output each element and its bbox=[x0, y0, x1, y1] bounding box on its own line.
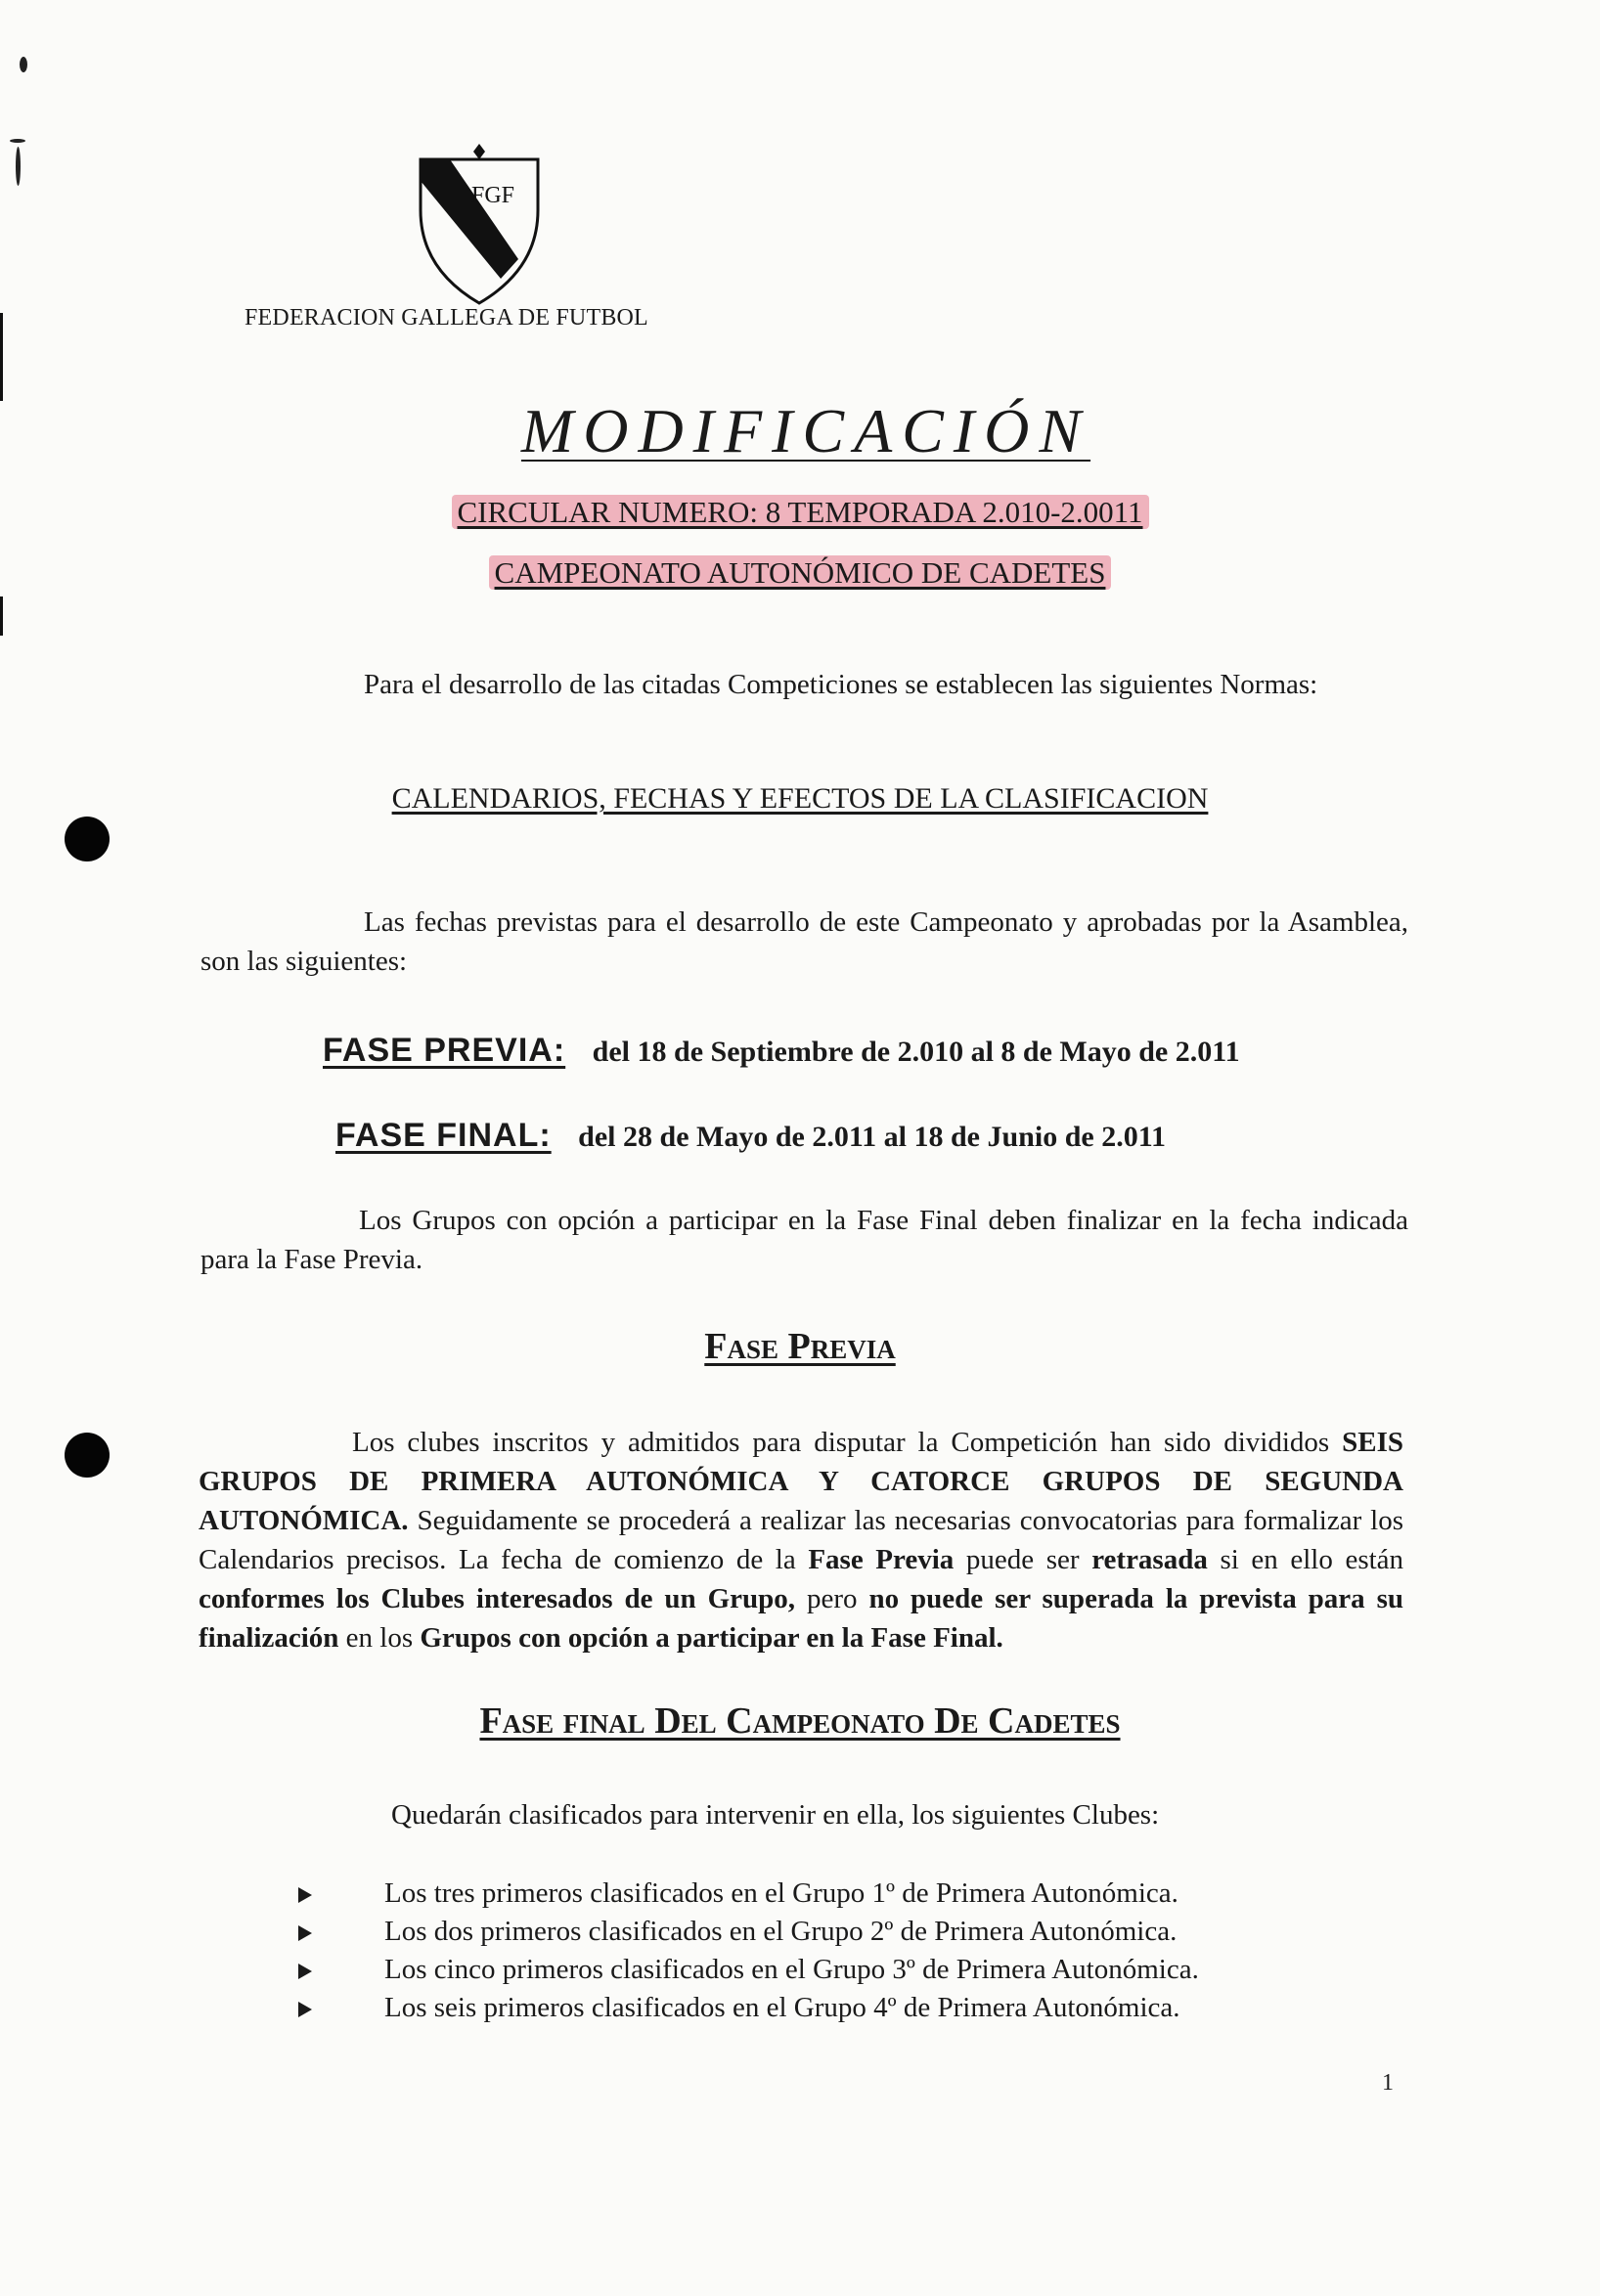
bullet-arrow-icon bbox=[298, 1925, 312, 1941]
fase-previa-label: FASE PREVIA: bbox=[323, 1032, 566, 1069]
championship-title: CAMPEONATO AUTONÓMICO DE CADETES bbox=[0, 555, 1600, 591]
list-item: Los dos primeros clasificados en el Grupo 2º de Primera Autonómica. bbox=[298, 1913, 1199, 1951]
document-title: MODIFICACIÓN bbox=[520, 396, 1091, 465]
bullet-arrow-icon bbox=[298, 2002, 312, 2017]
bullet-arrow-icon bbox=[298, 1964, 312, 1979]
page-number: 1 bbox=[1382, 2070, 1394, 2096]
calendarios-heading: CALENDARIOS, FECHAS Y EFECTOS DE LA CLASIFICACION bbox=[391, 782, 1209, 815]
punch-hole bbox=[65, 817, 110, 861]
list-item: Los cinco primeros clasificados en el Grupo 3º de Primera Autonómica. bbox=[298, 1951, 1199, 1989]
fase-final-label: FASE FINAL: bbox=[335, 1117, 552, 1154]
scan-edge-mark bbox=[0, 596, 3, 636]
fase-final-dates: del 28 de Mayo de 2.011 al 18 de Junio de 2.011 bbox=[578, 1121, 1167, 1153]
crest-lettering: FGF bbox=[471, 183, 515, 208]
fase-previa-heading: Fase Previa bbox=[704, 1326, 896, 1367]
scan-speck bbox=[10, 139, 25, 143]
scan-speck bbox=[20, 57, 27, 72]
fase-previa-row bbox=[323, 1032, 1240, 1070]
scan-edge-mark bbox=[0, 313, 3, 401]
scan-speck bbox=[16, 147, 21, 186]
grupos-opcion-paragraph: Los Grupos con opción a participar en la Fase Final deben finalizar en la fecha indicada para la Fase Previa. bbox=[200, 1205, 1408, 1275]
federation-name: FEDERACION GALLEGA DE FUTBOL bbox=[244, 305, 648, 331]
bullet-arrow-icon bbox=[298, 1887, 312, 1903]
fechas-paragraph: Las fechas previstas para el desarrollo de este Campeonato y aprobadas por la Asamblea, son las siguientes: bbox=[200, 906, 1408, 977]
list-item: Los seis primeros clasificados en el Grupo 4º de Primera Autonómica. bbox=[298, 1989, 1199, 2027]
circular-number: CIRCULAR NUMERO: 8 TEMPORADA 2.010-2.0011 bbox=[0, 495, 1600, 530]
list-item: Los tres primeros clasificados en el Grupo 1º de Primera Autonómica. bbox=[298, 1875, 1199, 1913]
federation-crest-logo bbox=[411, 142, 548, 308]
intro-paragraph: Para el desarrollo de las citadas Competiciones se establecen las siguientes Normas: bbox=[364, 669, 1318, 700]
punch-hole bbox=[65, 1433, 110, 1478]
qualifiers-list bbox=[298, 1875, 1199, 2027]
fase-final-row bbox=[335, 1117, 1166, 1155]
fase-previa-paragraph: Los clubes inscritos y admitidos para disputar la Competición han sido divididos SEIS GRUPOS DE PRIMERA AUTONÓMICA Y CATORCE GRUPOS DE SEGUNDA AUTONÓMICA. Seguidamente se procederá a realizar las necesarias convocatorias para formalizar los Calendarios precisos. La fecha de comienzo de la Fase Previa puede ser retrasada si en ello están conformes los Clubes interesados de un Grupo, pero no puede ser superada la prevista para su finalización en los Grupos con opción a participar en la Fase Final. bbox=[199, 1427, 1404, 1654]
fase-previa-dates: del 18 de Septiembre de 2.010 al 8 de Mayo de 2.011 bbox=[592, 1036, 1240, 1068]
fase-final-heading: Fase final Del Campeonato De Cadetes bbox=[479, 1700, 1121, 1742]
fase-final-intro: Quedarán clasificados para intervenir en ella, los siguientes Clubes: bbox=[391, 1799, 1160, 1831]
